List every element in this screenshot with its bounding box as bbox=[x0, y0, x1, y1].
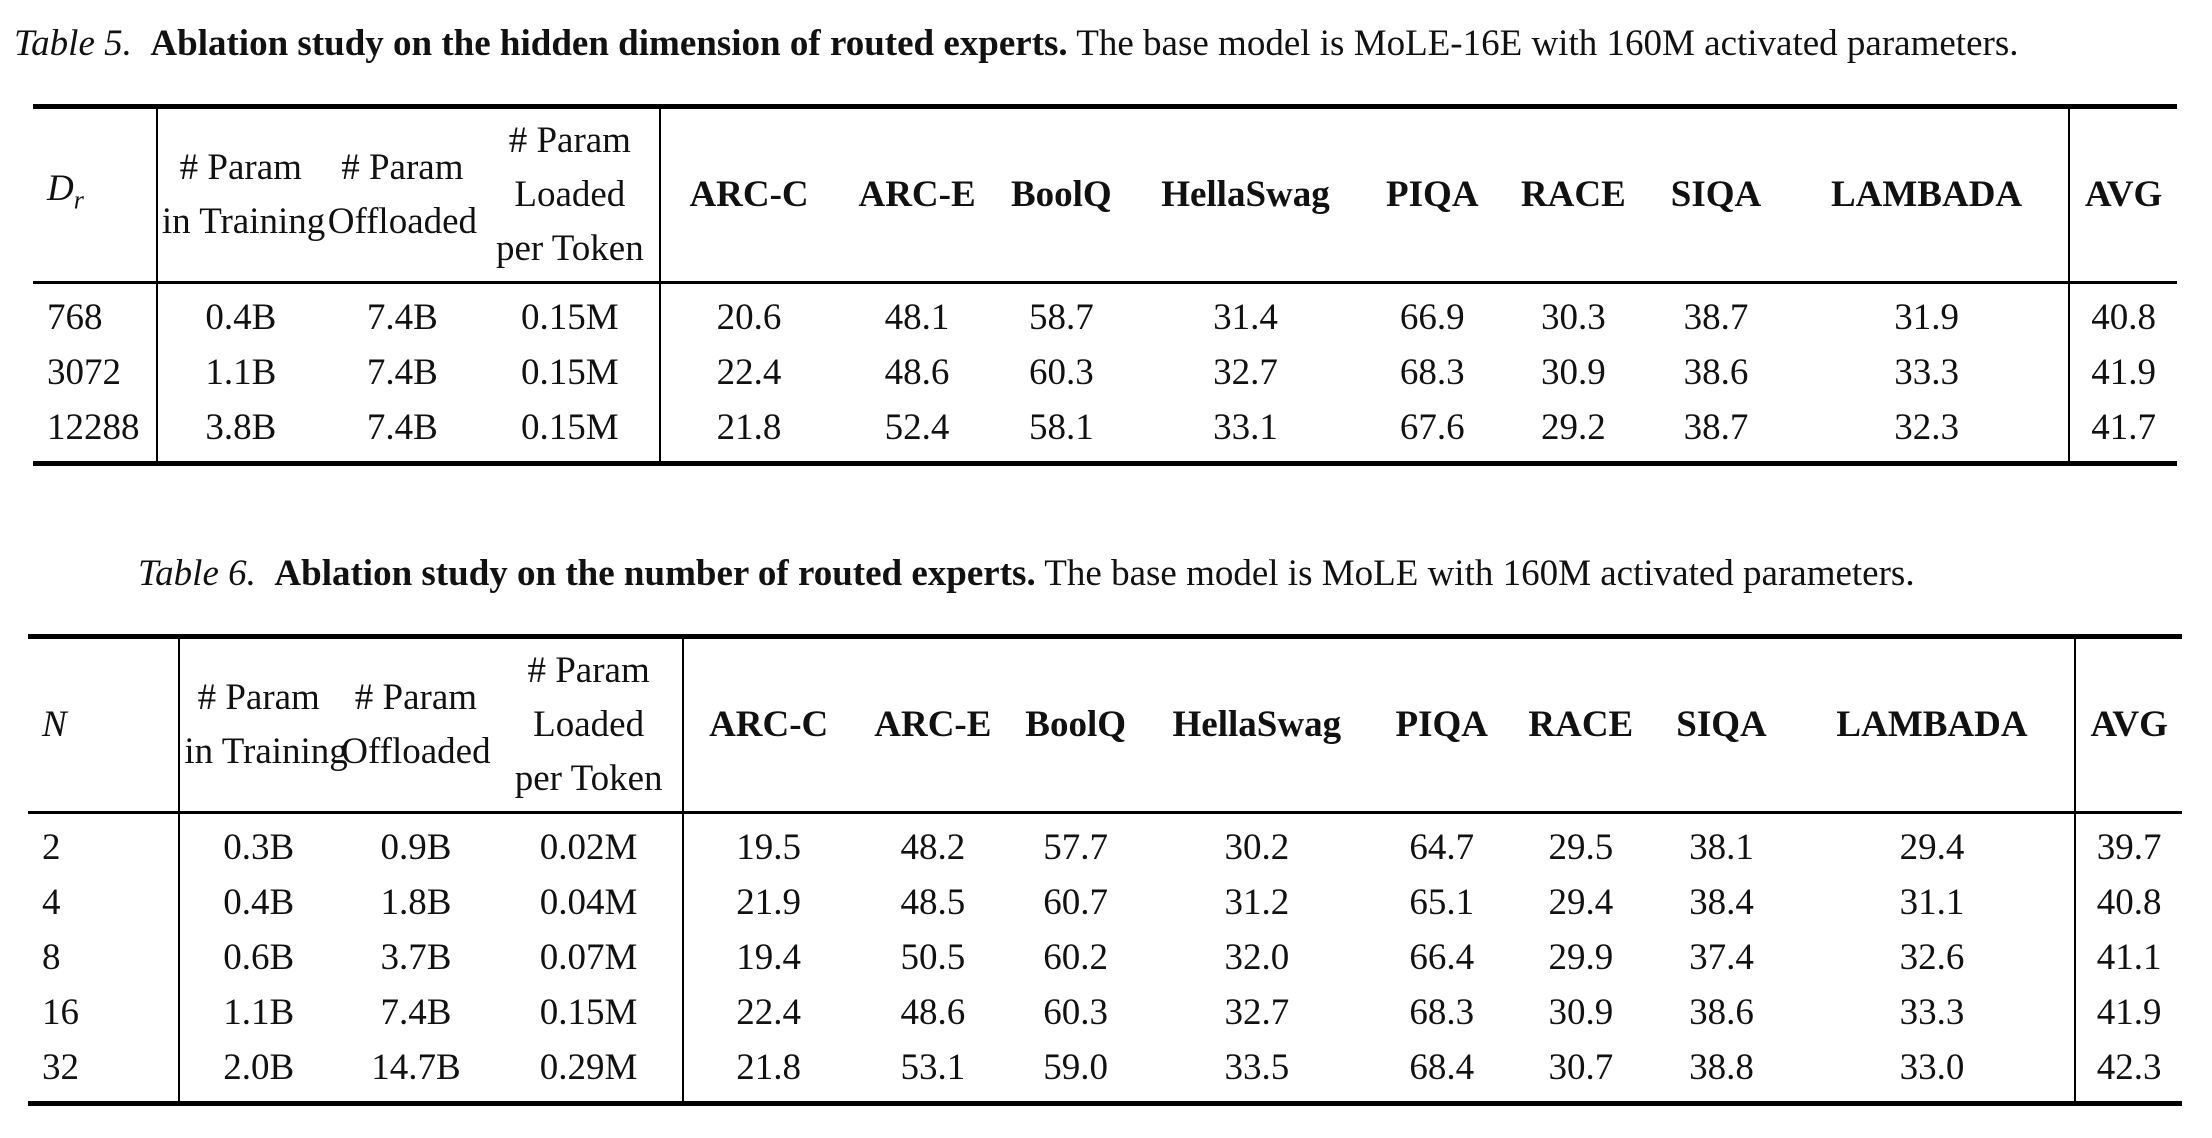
cell-avg: 40.8 bbox=[2091, 297, 2156, 338]
table-5-title: Ablation study on the hidden dimension of routed experts. bbox=[150, 23, 1068, 64]
table-row bbox=[28, 813, 2182, 876]
cell-param-training: 1.1B bbox=[205, 352, 277, 393]
cell-piqa: 66.4 bbox=[1409, 937, 1475, 978]
cell-lambada: 31.9 bbox=[1785, 283, 2069, 346]
header-param-offloaded: # Param Offloaded bbox=[341, 677, 491, 772]
cell-siqa: 38.6 bbox=[1683, 352, 1749, 393]
header-piqa: PIQA bbox=[1386, 174, 1479, 215]
cell-siqa: 38.7 bbox=[1683, 297, 1749, 338]
header-hidden-dim: $D_r$ bbox=[33, 107, 157, 283]
table-6-title: Ablation study on the number of routed experts. bbox=[274, 553, 1036, 594]
header-siqa: SIQA bbox=[1670, 174, 1762, 215]
table-6-caption bbox=[138, 550, 1915, 598]
table-5 bbox=[33, 104, 2177, 466]
table-5-caption-text: The base model is MoLE-16E with 160M activated parameters. bbox=[1076, 23, 2019, 64]
cell-hellaswag: 32.7 bbox=[1213, 352, 1278, 393]
cell-lambada: 31.1 bbox=[1790, 875, 2076, 930]
cell-siqa: 38.6 bbox=[1689, 992, 1754, 1033]
cell-param-offloaded: 14.7B bbox=[371, 1047, 461, 1088]
cell-hellaswag: 31.4 bbox=[1213, 297, 1278, 338]
cell-param-loaded: 0.15M bbox=[481, 345, 660, 400]
cell-param-offloaded: 7.4B bbox=[366, 407, 438, 448]
cell-hellaswag: 31.2 bbox=[1224, 882, 1290, 923]
cell-lambada: 33.3 bbox=[1790, 985, 2076, 1040]
cell-key: 2 bbox=[28, 813, 179, 876]
cell-siqa: 38.4 bbox=[1689, 882, 1754, 923]
cell-race: 30.3 bbox=[1540, 297, 1606, 338]
cell-hellaswag: 32.0 bbox=[1224, 937, 1290, 978]
cell-arc-e: 48.6 bbox=[900, 992, 966, 1033]
table-row bbox=[33, 345, 2177, 400]
cell-param-offloaded: 1.8B bbox=[380, 882, 452, 923]
table-row bbox=[28, 875, 2182, 930]
cell-arc-c: 22.4 bbox=[736, 992, 802, 1033]
table-row bbox=[28, 1040, 2182, 1104]
cell-param-loaded: 0.07M bbox=[495, 930, 684, 985]
cell-param-loaded: 0.29M bbox=[495, 1040, 684, 1104]
cell-param-loaded: 0.04M bbox=[495, 875, 684, 930]
cell-key: 4 bbox=[28, 875, 179, 930]
table-5-caption bbox=[14, 20, 2018, 68]
cell-arc-e: 48.5 bbox=[900, 882, 966, 923]
header-race: RACE bbox=[1528, 704, 1634, 745]
header-hellaswag: HellaSwag bbox=[1172, 704, 1342, 745]
header-boolq: BoolQ bbox=[1025, 704, 1127, 745]
cell-avg: 40.8 bbox=[2096, 882, 2162, 923]
cell-piqa: 64.7 bbox=[1409, 827, 1475, 868]
cell-race: 30.9 bbox=[1540, 352, 1606, 393]
cell-lambada: 33.0 bbox=[1790, 1040, 2076, 1104]
header-param-loaded: # Param Loaded per Token bbox=[495, 637, 684, 813]
cell-lambada: 33.3 bbox=[1785, 345, 2069, 400]
header-arc-c: ARC-C bbox=[689, 174, 809, 215]
table-5-header-row bbox=[33, 107, 2177, 283]
cell-avg: 41.9 bbox=[2096, 992, 2162, 1033]
header-param-offloaded: # Param Offloaded bbox=[327, 147, 478, 242]
header-arc-c: ARC-C bbox=[709, 704, 829, 745]
cell-param-training: 3.8B bbox=[205, 407, 277, 448]
header-siqa: SIQA bbox=[1676, 704, 1767, 745]
cell-lambada: 32.6 bbox=[1790, 930, 2076, 985]
cell-arc-c: 22.4 bbox=[716, 352, 782, 393]
cell-race: 30.7 bbox=[1548, 1047, 1614, 1088]
header-num-experts: N bbox=[28, 637, 179, 813]
cell-boolq: 58.1 bbox=[1028, 407, 1094, 448]
header-param-loaded: # Param Loaded per Token bbox=[481, 107, 660, 283]
cell-race: 30.9 bbox=[1548, 992, 1614, 1033]
cell-siqa: 37.4 bbox=[1689, 937, 1754, 978]
table-5-label: Table 5. bbox=[14, 23, 132, 64]
cell-param-loaded: 0.15M bbox=[481, 400, 660, 464]
cell-param-training: 0.6B bbox=[223, 937, 295, 978]
cell-race: 29.9 bbox=[1548, 937, 1614, 978]
cell-hellaswag: 33.5 bbox=[1224, 1047, 1290, 1088]
cell-arc-c: 21.8 bbox=[736, 1047, 802, 1088]
header-lambada: LAMBADA bbox=[1790, 637, 2076, 813]
cell-param-loaded: 0.15M bbox=[481, 283, 660, 346]
cell-piqa: 65.1 bbox=[1409, 882, 1475, 923]
cell-race: 29.5 bbox=[1548, 827, 1614, 868]
cell-piqa: 68.3 bbox=[1399, 352, 1465, 393]
cell-avg: 42.3 bbox=[2096, 1047, 2162, 1088]
cell-param-training: 0.3B bbox=[223, 827, 295, 868]
cell-arc-c: 19.4 bbox=[736, 937, 802, 978]
cell-key: 16 bbox=[28, 985, 179, 1040]
cell-key: 8 bbox=[28, 930, 179, 985]
cell-param-loaded: 0.15M bbox=[495, 985, 684, 1040]
cell-lambada: 32.3 bbox=[1785, 400, 2069, 464]
cell-param-offloaded: 7.4B bbox=[366, 297, 438, 338]
cell-key: 32 bbox=[28, 1040, 179, 1104]
cell-avg: 39.7 bbox=[2096, 827, 2162, 868]
cell-avg: 41.1 bbox=[2096, 937, 2162, 978]
table-6-label: Table 6. bbox=[138, 553, 256, 594]
cell-avg: 41.7 bbox=[2091, 407, 2156, 448]
cell-arc-e: 53.1 bbox=[900, 1047, 966, 1088]
cell-race: 29.2 bbox=[1540, 407, 1606, 448]
cell-key: 768 bbox=[33, 283, 157, 346]
cell-param-offloaded: 7.4B bbox=[380, 992, 452, 1033]
table-row bbox=[33, 283, 2177, 346]
cell-arc-c: 21.9 bbox=[736, 882, 802, 923]
cell-param-loaded: 0.02M bbox=[495, 813, 684, 876]
cell-arc-e: 48.1 bbox=[884, 297, 950, 338]
cell-boolq: 58.7 bbox=[1028, 297, 1094, 338]
cell-param-training: 2.0B bbox=[223, 1047, 295, 1088]
header-avg: AVG bbox=[2084, 174, 2163, 215]
cell-arc-e: 52.4 bbox=[884, 407, 950, 448]
cell-param-training: 1.1B bbox=[223, 992, 295, 1033]
cell-boolq: 57.7 bbox=[1043, 827, 1109, 868]
cell-avg: 41.9 bbox=[2091, 352, 2156, 393]
cell-param-training: 0.4B bbox=[223, 882, 295, 923]
cell-boolq: 60.3 bbox=[1043, 992, 1109, 1033]
cell-arc-c: 19.5 bbox=[736, 827, 802, 868]
cell-arc-c: 20.6 bbox=[716, 297, 782, 338]
cell-lambada: 29.4 bbox=[1790, 813, 2076, 876]
cell-param-offloaded: 0.9B bbox=[380, 827, 452, 868]
cell-boolq: 60.7 bbox=[1043, 882, 1109, 923]
cell-param-offloaded: 3.7B bbox=[380, 937, 452, 978]
table-row bbox=[28, 930, 2182, 985]
cell-boolq: 60.3 bbox=[1028, 352, 1094, 393]
cell-piqa: 68.4 bbox=[1409, 1047, 1475, 1088]
header-lambada: LAMBADA bbox=[1785, 107, 2069, 283]
table-row bbox=[28, 985, 2182, 1040]
cell-hellaswag: 33.1 bbox=[1213, 407, 1278, 448]
cell-param-offloaded: 7.4B bbox=[366, 352, 438, 393]
header-boolq: BoolQ bbox=[1010, 174, 1112, 215]
cell-hellaswag: 30.2 bbox=[1224, 827, 1290, 868]
table-6 bbox=[28, 634, 2182, 1106]
cell-param-training: 0.4B bbox=[205, 297, 277, 338]
cell-siqa: 38.8 bbox=[1689, 1047, 1754, 1088]
table-row bbox=[33, 400, 2177, 464]
cell-siqa: 38.1 bbox=[1689, 827, 1754, 868]
cell-arc-e: 48.6 bbox=[884, 352, 950, 393]
header-race: RACE bbox=[1520, 174, 1626, 215]
cell-arc-e: 50.5 bbox=[900, 937, 966, 978]
header-piqa: PIQA bbox=[1395, 704, 1488, 745]
header-param-training: # Param in Training bbox=[161, 147, 326, 242]
header-arc-e: ARC-E bbox=[858, 174, 976, 215]
cell-siqa: 38.7 bbox=[1683, 407, 1749, 448]
cell-boolq: 60.2 bbox=[1043, 937, 1109, 978]
header-param-training: # Param in Training bbox=[184, 677, 348, 772]
cell-boolq: 59.0 bbox=[1043, 1047, 1109, 1088]
cell-key: 3072 bbox=[33, 345, 157, 400]
header-avg: AVG bbox=[2090, 704, 2168, 745]
cell-race: 29.4 bbox=[1548, 882, 1614, 923]
cell-key: 12288 bbox=[33, 400, 157, 464]
cell-arc-c: 21.8 bbox=[716, 407, 782, 448]
cell-piqa: 66.9 bbox=[1399, 297, 1465, 338]
header-hellaswag: HellaSwag bbox=[1161, 174, 1330, 215]
cell-hellaswag: 32.7 bbox=[1224, 992, 1290, 1033]
header-arc-e: ARC-E bbox=[874, 704, 992, 745]
cell-piqa: 68.3 bbox=[1409, 992, 1475, 1033]
cell-arc-e: 48.2 bbox=[900, 827, 966, 868]
table-6-caption-text: The base model is MoLE with 160M activated parameters. bbox=[1044, 553, 1915, 594]
cell-piqa: 67.6 bbox=[1399, 407, 1465, 448]
table-6-header-row bbox=[28, 637, 2182, 813]
